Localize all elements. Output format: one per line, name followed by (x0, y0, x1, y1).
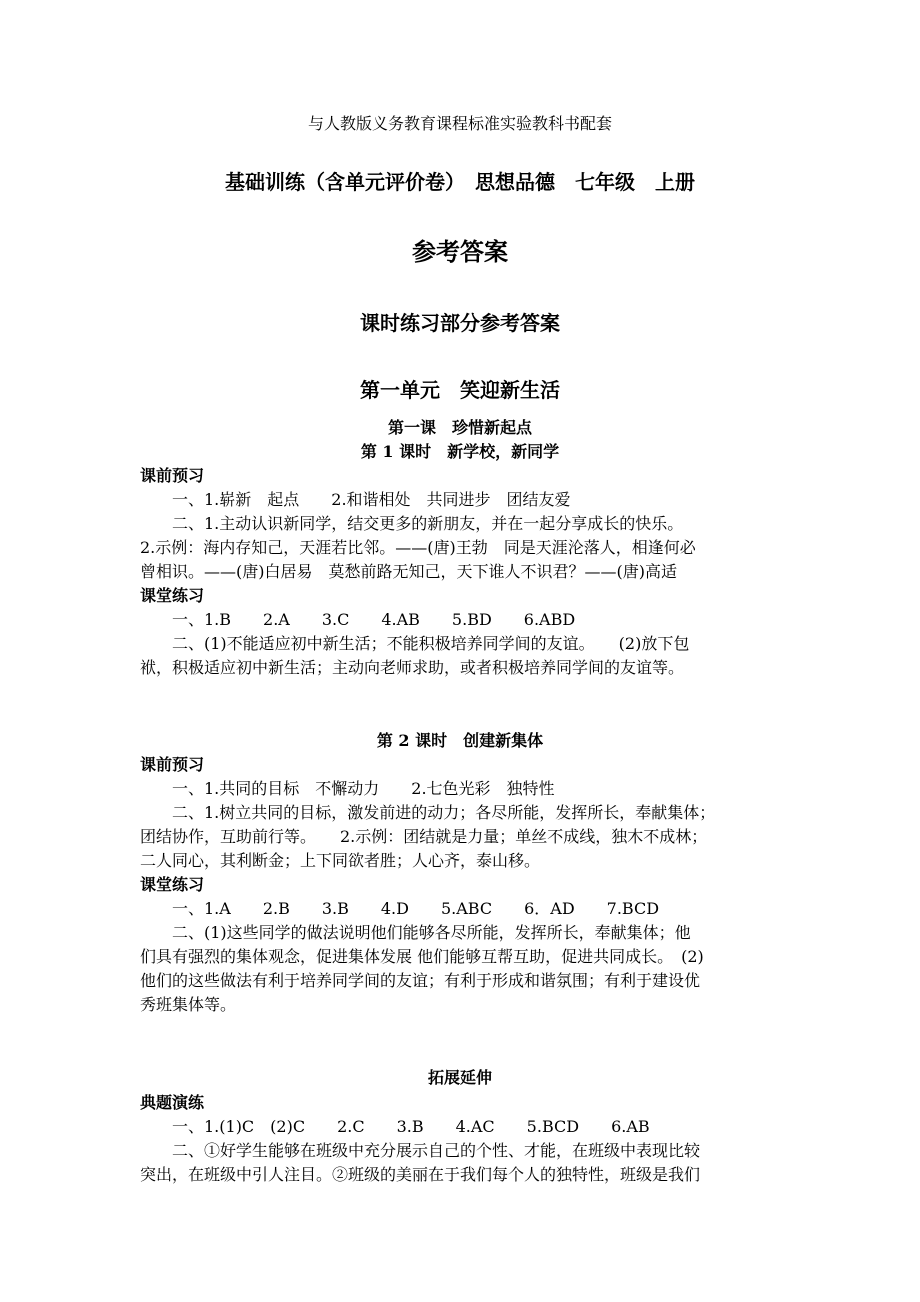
book-title: 基础训练（含单元评价卷） 思想品德 七年级 上册 (225, 170, 695, 194)
period1-preview-line: 二、1.主动认识新同学，结交更多的新朋友，并在一起分享成长的快乐。 (140, 514, 684, 533)
period2-preview-line: 二人同心，其利断金；上下同欲者胜；人心齐，泰山移。 (140, 851, 541, 870)
series-line: 与人教版义务教育课程标准实验教科书配套 (307, 114, 612, 133)
period2-class-line: 们具有强烈的集体观念，促进集体发展 他们能够互帮互助，促进共同成长。 (2) (140, 947, 704, 966)
drill-line: 一、1.(1)C (2)C 2.C 3.B 4.AC 5.BCD 6.AB (140, 1117, 650, 1136)
period2-class-line: 秀班集体等。 (140, 995, 237, 1014)
period1-preview-heading: 课前预习 (140, 466, 205, 485)
period1-preview-line: 一、1.崭新 起点 2.和谐相处 共同进步 团结友爱 (140, 490, 571, 509)
period2-class-line: 一、1.A 2.B 3.B 4.D 5.ABC 6．AD 7.BCD (140, 899, 660, 918)
period2-title: 第 2 课时 创建新集体 (376, 731, 544, 750)
document-title: 参考答案 (412, 237, 508, 266)
period1-title: 第 1 课时 新学校，新同学 (360, 442, 560, 461)
section-title: 课时练习部分参考答案 (360, 311, 560, 335)
lesson-title: 第一课 珍惜新起点 (387, 418, 532, 437)
period1-class-heading: 课堂练习 (140, 586, 205, 605)
period2-class-line: 他们的这些做法有利于培养同学间的友谊；有利于形成和谐氛围；有利于建设优 (140, 971, 701, 990)
period1-class-line: 二、(1)不能适应初中新生活；不能积极培养同学间的友谊。 (2)放下包 (140, 634, 690, 653)
period1-class-line: 袱，积极适应初中新生活；主动向老师求助，或者积极培养同学间的友谊等。 (140, 658, 685, 677)
unit-title: 第一单元 笑迎新生活 (360, 378, 560, 402)
period1-preview-line: 曾相识。——(唐)白居易 莫愁前路无知己，天下谁人不识君？——(唐)高适 (140, 562, 677, 581)
period2-preview-line: 团结协作，互助前行等。 2.示例：团结就是力量；单丝不成线，独木不成林； (140, 827, 708, 846)
drill-line: 二、①好学生能够在班级中充分展示自己的个性、才能，在班级中表现比较 (140, 1141, 701, 1160)
period2-class-heading: 课堂练习 (140, 875, 205, 894)
extension-title: 拓展延伸 (427, 1068, 492, 1087)
drill-heading: 典题演练 (140, 1093, 205, 1112)
period1-class-line: 一、1.B 2.A 3.C 4.AB 5.BD 6.ABD (140, 610, 576, 629)
period2-class-line: 二、(1)这些同学的做法说明他们能够各尽所能，发挥所长，奉献集体；他 (140, 923, 691, 942)
period1-preview-line: 2.示例：海内存知己，天涯若比邻。——(唐)王勃 同是天涯沦落人，相逢何必 (140, 538, 696, 557)
drill-line: 突出，在班级中引人注目。②班级的美丽在于我们每个人的独特性，班级是我们 (140, 1165, 701, 1184)
period2-preview-line: 二、1.树立共同的目标，激发前进的动力；各尽所能，发挥所长，奉献集体； (140, 803, 716, 822)
period2-preview-heading: 课前预习 (140, 755, 205, 774)
period2-preview-line: 一、1.共同的目标 不懈动力 2.七色光彩 独特性 (140, 779, 555, 798)
